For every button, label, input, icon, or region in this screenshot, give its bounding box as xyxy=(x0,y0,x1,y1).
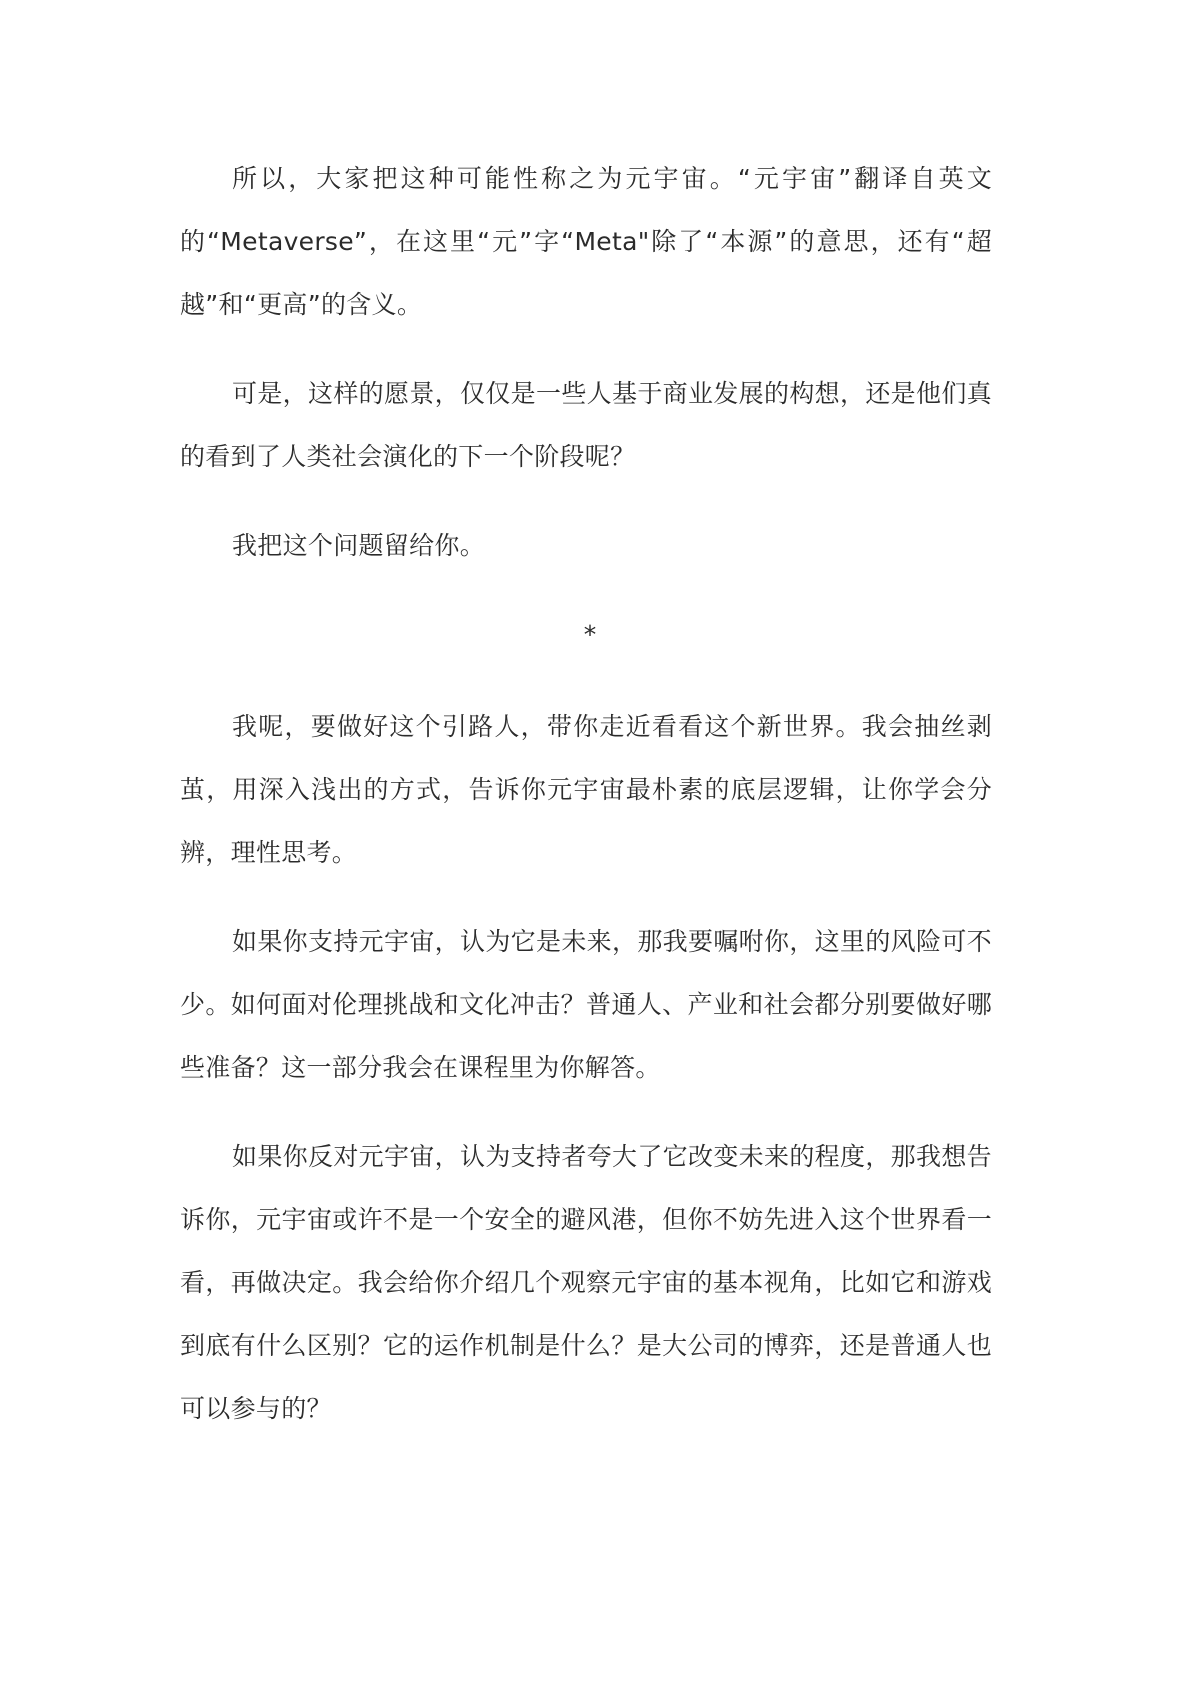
paragraph-question-to-reader: 我把这个问题留给你。 xyxy=(232,531,486,560)
paragraph-opponents: 如果你反对元宇宙，认为支持者夸大了它改变未来的程度，那我想告诉你，元宇宙或许不是一个安全的避风港，但你不妨先进入这个世界看一看，再做决定。我会给你介绍几个观察元宇宙的基本视角，比如它和游戏到底有什么区别？它的运作机制是什么？是大公司的博弈，还是普通人也可以参与的？ xyxy=(180,1142,992,1423)
document-page xyxy=(180,147,992,1466)
paragraph-vision-question: 可是，这样的愿景，仅仅是一些人基于商业发展的构想，还是他们真的看到了人类社会演化的下一个阶段呢？ xyxy=(180,379,992,471)
section-separator: * xyxy=(583,620,597,649)
paragraph-guide: 我呢，要做好这个引路人，带你走近看看这个新世界。我会抽丝剥茧，用深入浅出的方式，告诉你元宇宙最朴素的底层逻辑，让你学会分辨，理性思考。 xyxy=(180,712,992,867)
paragraph-metaverse-definition: 所以，大家把这种可能性称之为元宇宙。“元宇宙”翻译自英文的“Metaverse”，在这里“元”字“Meta"除了“本源”的意思，还有“超越”和“更高”的含义。 xyxy=(180,164,992,319)
paragraph-supporters: 如果你支持元宇宙，认为它是未来，那我要嘱咐你，这里的风险可不少。如何面对伦理挑战和文化冲击？普通人、产业和社会都分别要做好哪些准备？这一部分我会在课程里为你解答。 xyxy=(180,927,992,1082)
